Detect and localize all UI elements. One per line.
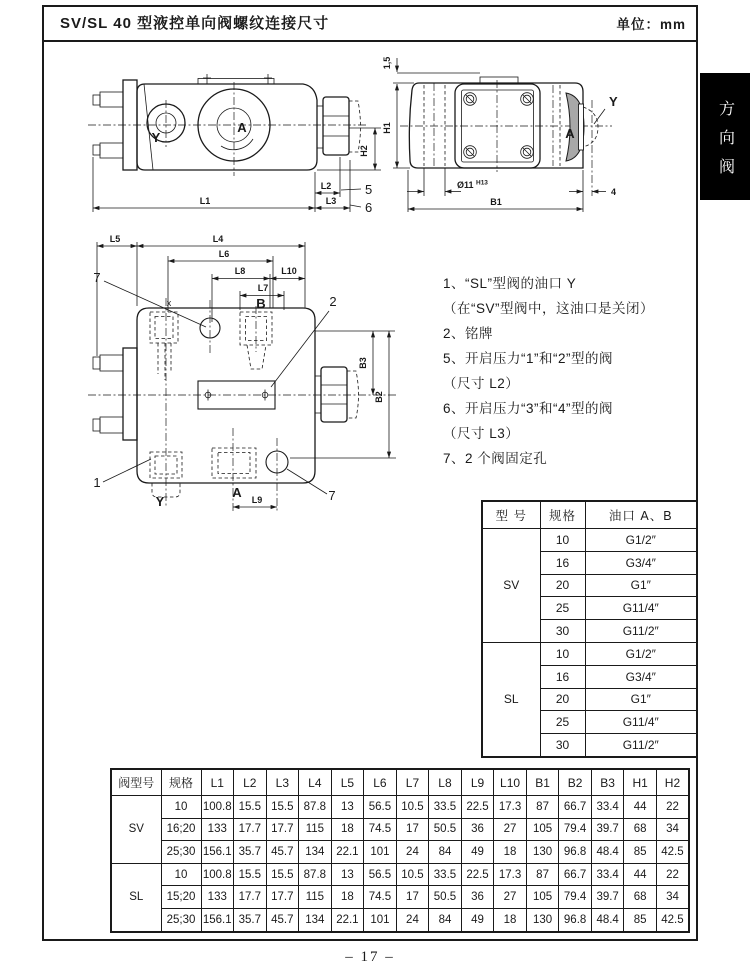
table-cell: 79.4: [559, 818, 592, 841]
mounting-screws: [464, 93, 534, 159]
table-cell: 30: [540, 620, 585, 643]
column-header: B3: [591, 769, 624, 796]
dim-label-b1: B1: [490, 197, 502, 207]
column-header: L2: [234, 769, 267, 796]
table-header-row: [111, 769, 689, 796]
callout-7-top: 7: [93, 270, 101, 285]
table-cell: 105: [526, 818, 559, 841]
table-cell: 16: [540, 665, 585, 688]
table-cell: 96.8: [559, 841, 592, 864]
dim-label-l7: L7: [257, 283, 269, 293]
table-cell: G11/2″: [585, 620, 697, 643]
dim-label-l2: L2: [320, 181, 332, 191]
table-cell: 36: [461, 818, 494, 841]
end-view-dimensions: [407, 168, 616, 212]
dim-label-l1: L1: [199, 196, 211, 206]
dim-label-l9: L9: [251, 495, 263, 505]
table-cell: 16;20: [161, 818, 201, 841]
table-cell: 56.5: [364, 796, 397, 819]
table-cell: 156.1: [201, 841, 234, 864]
column-header: L10: [494, 769, 527, 796]
table-cell: 17.3: [494, 796, 527, 819]
table-cell: G11/4″: [585, 711, 697, 734]
table-cell: 156.1: [201, 908, 234, 931]
page-number: – 17 –: [345, 949, 395, 965]
model-cell: SV: [111, 796, 161, 864]
dim-label-l8: L8: [234, 266, 246, 276]
table-row: [482, 642, 697, 665]
note-line: 6、开启压力“3”和“4”型的阀: [443, 401, 614, 416]
table-cell: 17.7: [234, 818, 267, 841]
plan-view-dimensions-bottom: [93, 331, 396, 507]
table-cell: 17.7: [266, 818, 299, 841]
table-cell: 44: [624, 863, 657, 886]
table-cell: 17: [396, 886, 429, 909]
table-cell: 134: [299, 841, 332, 864]
table-cell: 100.8: [201, 863, 234, 886]
table-cell: G1″: [585, 688, 697, 711]
table-cell: 50.5: [429, 886, 462, 909]
table-cell: 25: [540, 711, 585, 734]
table-cell: 13: [331, 796, 364, 819]
table-cell: 56.5: [364, 863, 397, 886]
table-cell: 33.4: [591, 796, 624, 819]
note-line: （在“SV”型阀中，这油口是关闭）: [443, 301, 654, 316]
dim-label-h1: H1: [382, 122, 392, 134]
sidebar-tab-label: 方向阀: [716, 99, 734, 187]
table-cell: 33.5: [429, 863, 462, 886]
model-cell: SL: [482, 642, 540, 756]
dim-label-l5: L5: [109, 234, 121, 244]
column-header: L6: [364, 769, 397, 796]
page-title: SV/SL 40 型液控单向阀螺纹连接尺寸: [60, 15, 330, 32]
table-cell: 25: [540, 597, 585, 620]
table-cell: 68: [624, 818, 657, 841]
table-cell: 39.7: [591, 886, 624, 909]
column-header: L1: [201, 769, 234, 796]
note-line: 7、2 个阀固定孔: [443, 451, 548, 466]
side-view-dimensions: [93, 128, 381, 215]
column-header: 规格: [540, 501, 585, 529]
table-cell: 84: [429, 908, 462, 931]
table-cell: 27: [494, 818, 527, 841]
table-cell: 100.8: [201, 796, 234, 819]
table-cell: 84: [429, 841, 462, 864]
table-cell: G1″: [585, 574, 697, 597]
table-row: [111, 886, 689, 909]
table-cell: 15.5: [234, 796, 267, 819]
table-cell: 45.7: [266, 841, 299, 864]
table-cell: 68: [624, 886, 657, 909]
note-line: 1、“SL”型阀的油口 Y: [443, 276, 577, 291]
table-cell: 10.5: [396, 863, 429, 886]
marker-x: x: [166, 298, 172, 308]
table-row: [111, 908, 689, 931]
table-cell: 18: [494, 908, 527, 931]
column-header: L3: [266, 769, 299, 796]
table-cell: 13: [331, 863, 364, 886]
column-header: H2: [656, 769, 689, 796]
table-cell: 85: [624, 908, 657, 931]
valve-side-view: [88, 74, 367, 176]
table-cell: 50.5: [429, 818, 462, 841]
table-cell: 17.3: [494, 863, 527, 886]
table-cell: 74.5: [364, 818, 397, 841]
dim-label-h2: H2: [359, 145, 369, 157]
table-cell: 87: [526, 796, 559, 819]
table-row: [111, 863, 689, 886]
table-cell: G11/4″: [585, 597, 697, 620]
table-cell: 34: [656, 886, 689, 909]
table-cell: 18: [494, 841, 527, 864]
table-cell: 42.5: [656, 908, 689, 931]
valve-plan-body: [88, 298, 396, 513]
table-cell: 15.5: [266, 863, 299, 886]
port-label-a: A: [232, 485, 242, 500]
table-cell: 79.4: [559, 886, 592, 909]
table-cell: 48.4: [591, 908, 624, 931]
table-cell: 30: [540, 734, 585, 757]
table-cell: 133: [201, 818, 234, 841]
table-cell: 10: [540, 529, 585, 552]
table-cell: 24: [396, 841, 429, 864]
table-cell: 105: [526, 886, 559, 909]
table-cell: 20: [540, 688, 585, 711]
table-cell: 35.7: [234, 908, 267, 931]
table-cell: 45.7: [266, 908, 299, 931]
table-cell: 25;30: [161, 908, 201, 931]
model-cell: SL: [111, 863, 161, 931]
note-line: 5、开启压力“1”和“2”型的阀: [443, 351, 614, 366]
table-row: [111, 796, 689, 819]
table-cell: 17.7: [266, 886, 299, 909]
dim-label-1-5: 1,5: [382, 56, 392, 70]
table-cell: 101: [364, 841, 397, 864]
table-row: [482, 529, 697, 552]
port-size-table: [481, 500, 698, 758]
plan-view-drawing: [85, 228, 400, 520]
column-header: B1: [526, 769, 559, 796]
column-header: L9: [461, 769, 494, 796]
table-cell: 101: [364, 908, 397, 931]
table-cell: 10: [540, 642, 585, 665]
port-label-a: A: [237, 120, 247, 135]
table-cell: 34: [656, 818, 689, 841]
table-cell: 115: [299, 886, 332, 909]
dim-label-b2: B2: [374, 391, 384, 403]
table-cell: 35.7: [234, 841, 267, 864]
table-cell: 25;30: [161, 841, 201, 864]
table-cell: G3/4″: [585, 551, 697, 574]
callout-6: 6: [365, 200, 373, 215]
table-cell: 22.1: [331, 841, 364, 864]
table-cell: 33.5: [429, 796, 462, 819]
table-cell: 42.5: [656, 841, 689, 864]
table-cell: 22: [656, 863, 689, 886]
table-row: [111, 818, 689, 841]
dim-label-dia11-tolerance: H13: [476, 179, 488, 187]
table-cell: G11/2″: [585, 734, 697, 757]
port-label-y: Y: [151, 130, 161, 145]
dim-label-dia11: Ø11: [457, 180, 474, 190]
table-cell: 66.7: [559, 863, 592, 886]
table-cell: 66.7: [559, 796, 592, 819]
table-cell: G1/2″: [585, 529, 697, 552]
table-cell: 10: [161, 796, 201, 819]
column-header: B2: [559, 769, 592, 796]
dim-label-4: 4: [611, 187, 617, 197]
note-line: 2、铭牌: [443, 326, 494, 341]
column-header: L8: [429, 769, 462, 796]
table-cell: 22.5: [461, 863, 494, 886]
column-header: 规格: [161, 769, 201, 796]
table-cell: 130: [526, 908, 559, 931]
table-cell: 87: [526, 863, 559, 886]
table-cell: 87.8: [299, 796, 332, 819]
table-cell: 20: [540, 574, 585, 597]
table-cell: 15;20: [161, 886, 201, 909]
sidebar-tab-directional-valve: [700, 73, 750, 200]
plan-view-dimensions-top: [93, 234, 336, 387]
table-cell: 134: [299, 908, 332, 931]
column-header: 油口 A、B: [585, 501, 697, 529]
column-header: 型 号: [482, 501, 540, 529]
dim-label-l10: L10: [281, 266, 297, 276]
table-cell: 39.7: [591, 818, 624, 841]
table-cell: 74.5: [364, 886, 397, 909]
table-cell: 115: [299, 818, 332, 841]
port-label-y: Y: [155, 494, 165, 509]
note-line: （尺寸 L2）: [443, 376, 520, 391]
note-line: （尺寸 L3）: [443, 426, 520, 441]
dim-label-l4: L4: [212, 234, 224, 244]
table-cell: G3/4″: [585, 665, 697, 688]
table-cell: 10.5: [396, 796, 429, 819]
table-header-row: [482, 501, 697, 529]
table-cell: 49: [461, 908, 494, 931]
table-cell: 22: [656, 796, 689, 819]
table-cell: 130: [526, 841, 559, 864]
table-cell: 27: [494, 886, 527, 909]
table-cell: 16: [540, 551, 585, 574]
callout-2: 2: [329, 294, 337, 309]
table-cell: 44: [624, 796, 657, 819]
table-cell: G1/2″: [585, 642, 697, 665]
table-cell: 48.4: [591, 841, 624, 864]
table-cell: 17: [396, 818, 429, 841]
page-header: [42, 5, 698, 42]
table-cell: 17.7: [234, 886, 267, 909]
table-cell: 87.8: [299, 863, 332, 886]
column-header: H1: [624, 769, 657, 796]
table-cell: 22.5: [461, 796, 494, 819]
callout-7-bottom: 7: [328, 488, 336, 503]
top-drawings: [60, 40, 650, 225]
table-cell: 18: [331, 818, 364, 841]
callout-1: 1: [93, 475, 101, 490]
table-cell: 96.8: [559, 908, 592, 931]
dimensions-table: [110, 768, 690, 933]
dim-label-l6: L6: [218, 249, 230, 259]
notes-list: [443, 271, 733, 471]
table-cell: 24: [396, 908, 429, 931]
table-cell: 15.5: [234, 863, 267, 886]
table-cell: 18: [331, 886, 364, 909]
port-label-a: A: [565, 126, 575, 141]
column-header: L7: [396, 769, 429, 796]
table-cell: 33.4: [591, 863, 624, 886]
column-header: 阀型号: [111, 769, 161, 796]
port-label-b: B: [256, 296, 266, 311]
table-cell: 22.1: [331, 908, 364, 931]
table-cell: 49: [461, 841, 494, 864]
column-header: L4: [299, 769, 332, 796]
table-cell: 133: [201, 886, 234, 909]
table-cell: 10: [161, 863, 201, 886]
model-cell: SV: [482, 529, 540, 643]
table-cell: 85: [624, 841, 657, 864]
dim-label-l3: L3: [325, 196, 337, 206]
table-cell: 15.5: [266, 796, 299, 819]
port-label-y: Y: [609, 94, 618, 109]
column-header: L5: [331, 769, 364, 796]
unit-label: 单位：mm: [616, 16, 686, 32]
table-cell: 36: [461, 886, 494, 909]
dim-label-b3: B3: [358, 357, 368, 369]
table-row: [111, 841, 689, 864]
callout-5: 5: [365, 182, 373, 197]
